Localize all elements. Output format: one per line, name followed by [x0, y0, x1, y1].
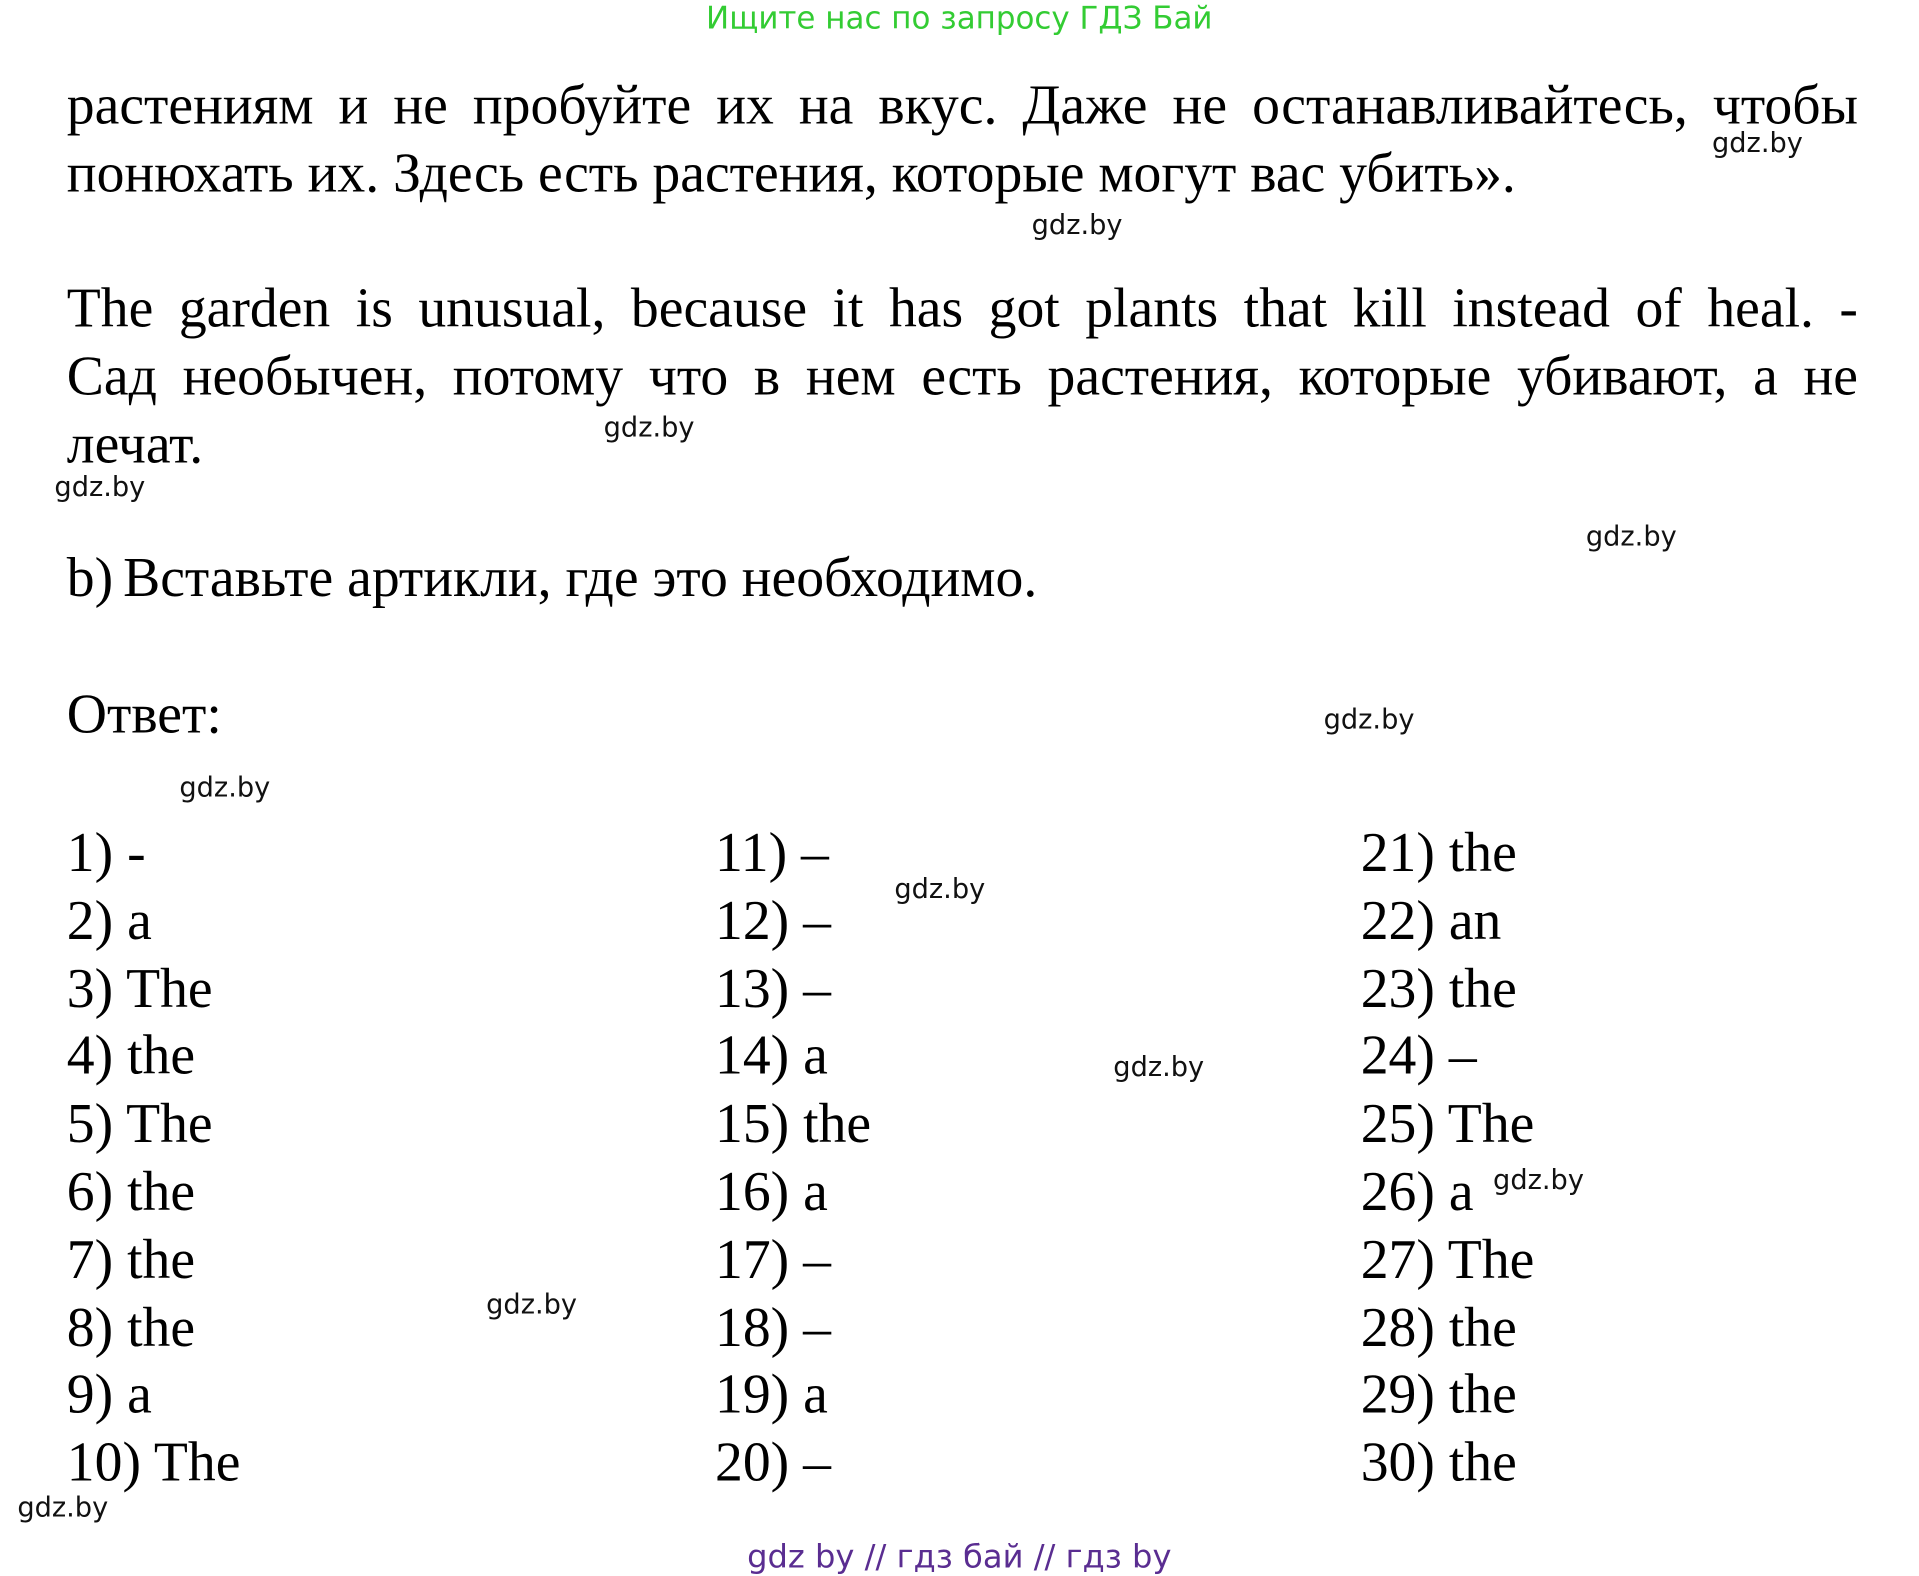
answer-item: 23) the — [1360, 956, 1517, 1019]
answer-item: 7) the — [66, 1228, 196, 1290]
russian-continuation-paragraph — [67, 72, 1858, 208]
watermark: gdz.by — [1031, 210, 1123, 242]
answer-item: 11) – — [714, 821, 829, 884]
paragraph-line: понюхать их. Здесь есть растения, которые могут вас убить». — [66, 142, 1516, 205]
paragraph-line: The garden is unusual, because it has got plants that kill instead of heal. - — [66, 277, 1858, 339]
answer-item: 9) a — [66, 1363, 152, 1426]
answers-column-3 — [1361, 819, 1535, 1497]
watermark: gdz.by — [603, 413, 695, 445]
task-label: b) — [66, 546, 114, 609]
answer-item: 17) – — [714, 1228, 831, 1290]
watermark: gdz.by — [1323, 705, 1415, 737]
answer-item: 26) a — [1360, 1160, 1474, 1223]
answer-item: 21) the — [1360, 821, 1517, 884]
answer-item: 29) the — [1360, 1363, 1517, 1426]
watermark: gdz.by — [894, 874, 986, 906]
answer-item: 13) – — [714, 956, 831, 1019]
answer-item: 22) an — [1360, 889, 1502, 952]
answer-item: 8) the — [66, 1295, 196, 1358]
answer-label: Ответ: — [66, 682, 222, 745]
answer-item: 27) The — [1360, 1228, 1535, 1290]
answer-item: 24) – — [1360, 1024, 1477, 1087]
answer-item: 5) The — [66, 1092, 213, 1155]
paragraph-line: Сад необычен, потому что в нем есть растения, которые убивают, а не — [66, 345, 1858, 407]
footer-links: gdz by // гдз бай // гдз by — [747, 1538, 1172, 1576]
answer-item: 2) a — [66, 889, 152, 952]
answer-item: 1) - — [66, 821, 146, 884]
watermark: gdz.by — [1585, 522, 1677, 553]
answer-item: 3) The — [66, 956, 213, 1019]
answer-item: 25) The — [1360, 1092, 1535, 1155]
answer-item: 6) the — [66, 1160, 196, 1223]
watermark: gdz.by — [1712, 128, 1803, 160]
watermark: gdz.by — [179, 773, 271, 805]
answers-column-2 — [715, 819, 871, 1497]
answer-item: 4) the — [66, 1024, 196, 1087]
watermark: gdz.by — [1113, 1052, 1205, 1084]
translation-paragraph — [67, 275, 1858, 479]
watermark: gdz.by — [17, 1493, 109, 1524]
answer-item: 15) the — [714, 1092, 872, 1155]
answer-item: 12) – — [714, 889, 831, 952]
watermark: gdz.by — [54, 472, 146, 504]
answer-item: 14) a — [714, 1024, 828, 1087]
answer-item: 28) the — [1360, 1295, 1517, 1358]
answer-item: 20) – — [714, 1431, 831, 1494]
answers-column-1 — [67, 819, 241, 1497]
answer-item: 18) – — [714, 1295, 831, 1358]
paragraph-line: растениям и не пробуйте их на вкус. Даже не останавливайтесь, чтобы — [66, 74, 1858, 137]
watermark: gdz.by — [486, 1290, 578, 1322]
task-instruction: Вставьте артикли, где это необходимо. — [123, 546, 1038, 609]
task-heading — [67, 546, 1038, 610]
watermark: gdz.by — [1493, 1165, 1584, 1197]
paragraph-line: лечат. — [66, 413, 204, 476]
answer-item: 10) The — [66, 1431, 241, 1494]
answer-item: 16) a — [714, 1160, 828, 1223]
answer-item: 19) a — [714, 1363, 828, 1426]
search-banner: Ищите нас по запросу ГДЗ Бай — [706, 0, 1213, 36]
answer-item: 30) the — [1360, 1431, 1517, 1494]
